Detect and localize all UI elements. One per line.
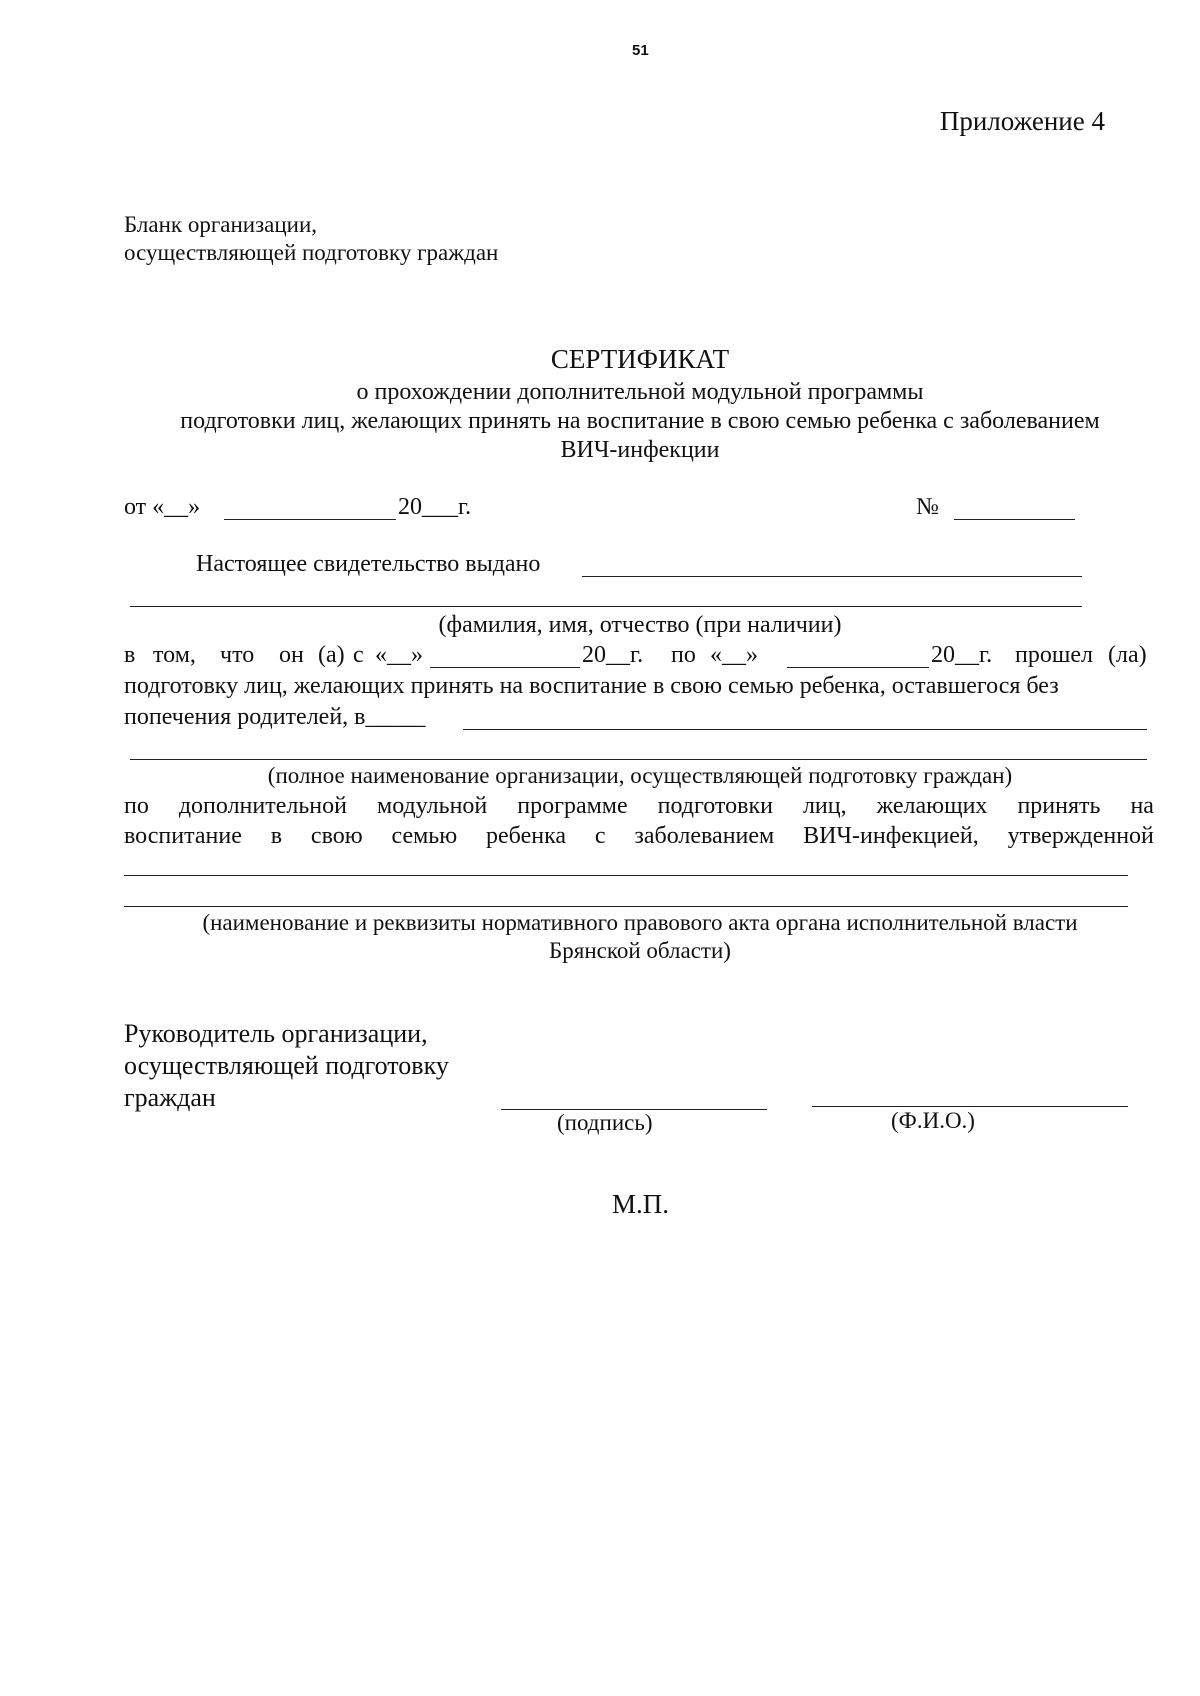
program-word: по (124, 793, 149, 819)
act-line2 (124, 906, 1128, 907)
program-line1 (124, 792, 1154, 820)
page-number: 51 (632, 42, 649, 59)
date-month-line (224, 519, 396, 520)
program-word: семью (391, 823, 458, 849)
period-word-on: он (279, 642, 304, 668)
head-title-line2: осуществляющей подготовку (124, 1051, 449, 1080)
organization-line1 (463, 729, 1147, 730)
period-start-year: 20__г. (582, 642, 644, 668)
certificate-heading: СЕРТИФИКАТ (550, 344, 730, 374)
act-caption-line2: Брянской области) (549, 938, 731, 963)
period-word-v: в (124, 642, 136, 668)
period-word-s: с (353, 642, 364, 668)
stamp-place: М.П. (612, 1189, 670, 1219)
signature-caption: (подпись) (557, 1110, 653, 1135)
program-word: с (594, 823, 606, 849)
head-title-line3: граждан (124, 1083, 216, 1112)
program-word: утвержденной (1007, 823, 1154, 849)
period-word-chto: что (220, 642, 255, 668)
period-word-proshel: прошел (1015, 642, 1093, 668)
program-word: модульной (377, 793, 488, 819)
program-word: принять (1017, 793, 1101, 819)
period-word-a: (а) (318, 642, 345, 668)
program-line2 (124, 822, 1154, 850)
org-blank-line2: осуществляющей подготовку граждан (124, 240, 499, 265)
org-blank-line1: Бланк организации, (124, 212, 318, 237)
issued-name-line2 (130, 606, 1082, 607)
number-label: № (916, 494, 939, 520)
number-line (954, 519, 1075, 520)
issued-text: Настоящее свидетельство выдано (196, 551, 541, 577)
program-word: ребенка (486, 823, 567, 849)
date-year: 20___г. (398, 494, 472, 520)
program-word: желающих (876, 793, 988, 819)
program-word: подготовки (657, 793, 773, 819)
period-end-month-line (787, 667, 929, 668)
period-word-po: по (671, 642, 696, 668)
certificate-subtitle-line3: ВИЧ-инфекции (560, 437, 720, 463)
organization-line2 (130, 759, 1147, 760)
program-word: воспитание (124, 823, 242, 849)
period-line3: попечения родителей, в_____ (124, 704, 426, 730)
period-start-day: «__» (375, 642, 423, 668)
appendix-label: Приложение 4 (939, 106, 1105, 136)
program-word: на (1130, 793, 1154, 819)
program-word: ВИЧ-инфекцией, (803, 823, 979, 849)
period-word-tom: том, (153, 642, 196, 668)
act-line1 (124, 875, 1128, 876)
period-word-la: (ла) (1108, 642, 1147, 668)
full-name-line (812, 1106, 1128, 1107)
program-word: дополнительной (178, 793, 347, 819)
period-line2: подготовку лиц, желающих принять на воспитание в свою семью ребенка, оставшегося без (124, 673, 1059, 699)
program-word: лиц, (802, 793, 847, 819)
date-prefix: от «__» (124, 494, 201, 520)
issued-name-line1 (582, 576, 1082, 577)
act-caption-line1: (наименование и реквизиты нормативного правового акта органа исполнительной власти (202, 910, 1078, 935)
certificate-subtitle-line1: о прохождении дополнительной модульной программы (356, 379, 924, 405)
program-word: программе (517, 793, 628, 819)
period-end-day: «__» (710, 642, 758, 668)
certificate-subtitle-line2: подготовки лиц, желающих принять на воспитание в свою семью ребенка с заболеванием (180, 408, 1100, 434)
program-word: в (270, 823, 283, 849)
program-word: заболеванием (634, 823, 775, 849)
issued-caption: (фамилия, имя, отчество (при наличии) (438, 612, 842, 638)
organization-caption: (полное наименование организации, осуществляющей подготовку граждан) (267, 763, 1013, 788)
head-title-line1: Руководитель организации, (124, 1019, 428, 1048)
period-end-year: 20__г. (931, 642, 993, 668)
full-name-caption: (Ф.И.О.) (891, 1108, 975, 1133)
program-word: свою (310, 823, 363, 849)
period-start-month-line (430, 667, 580, 668)
